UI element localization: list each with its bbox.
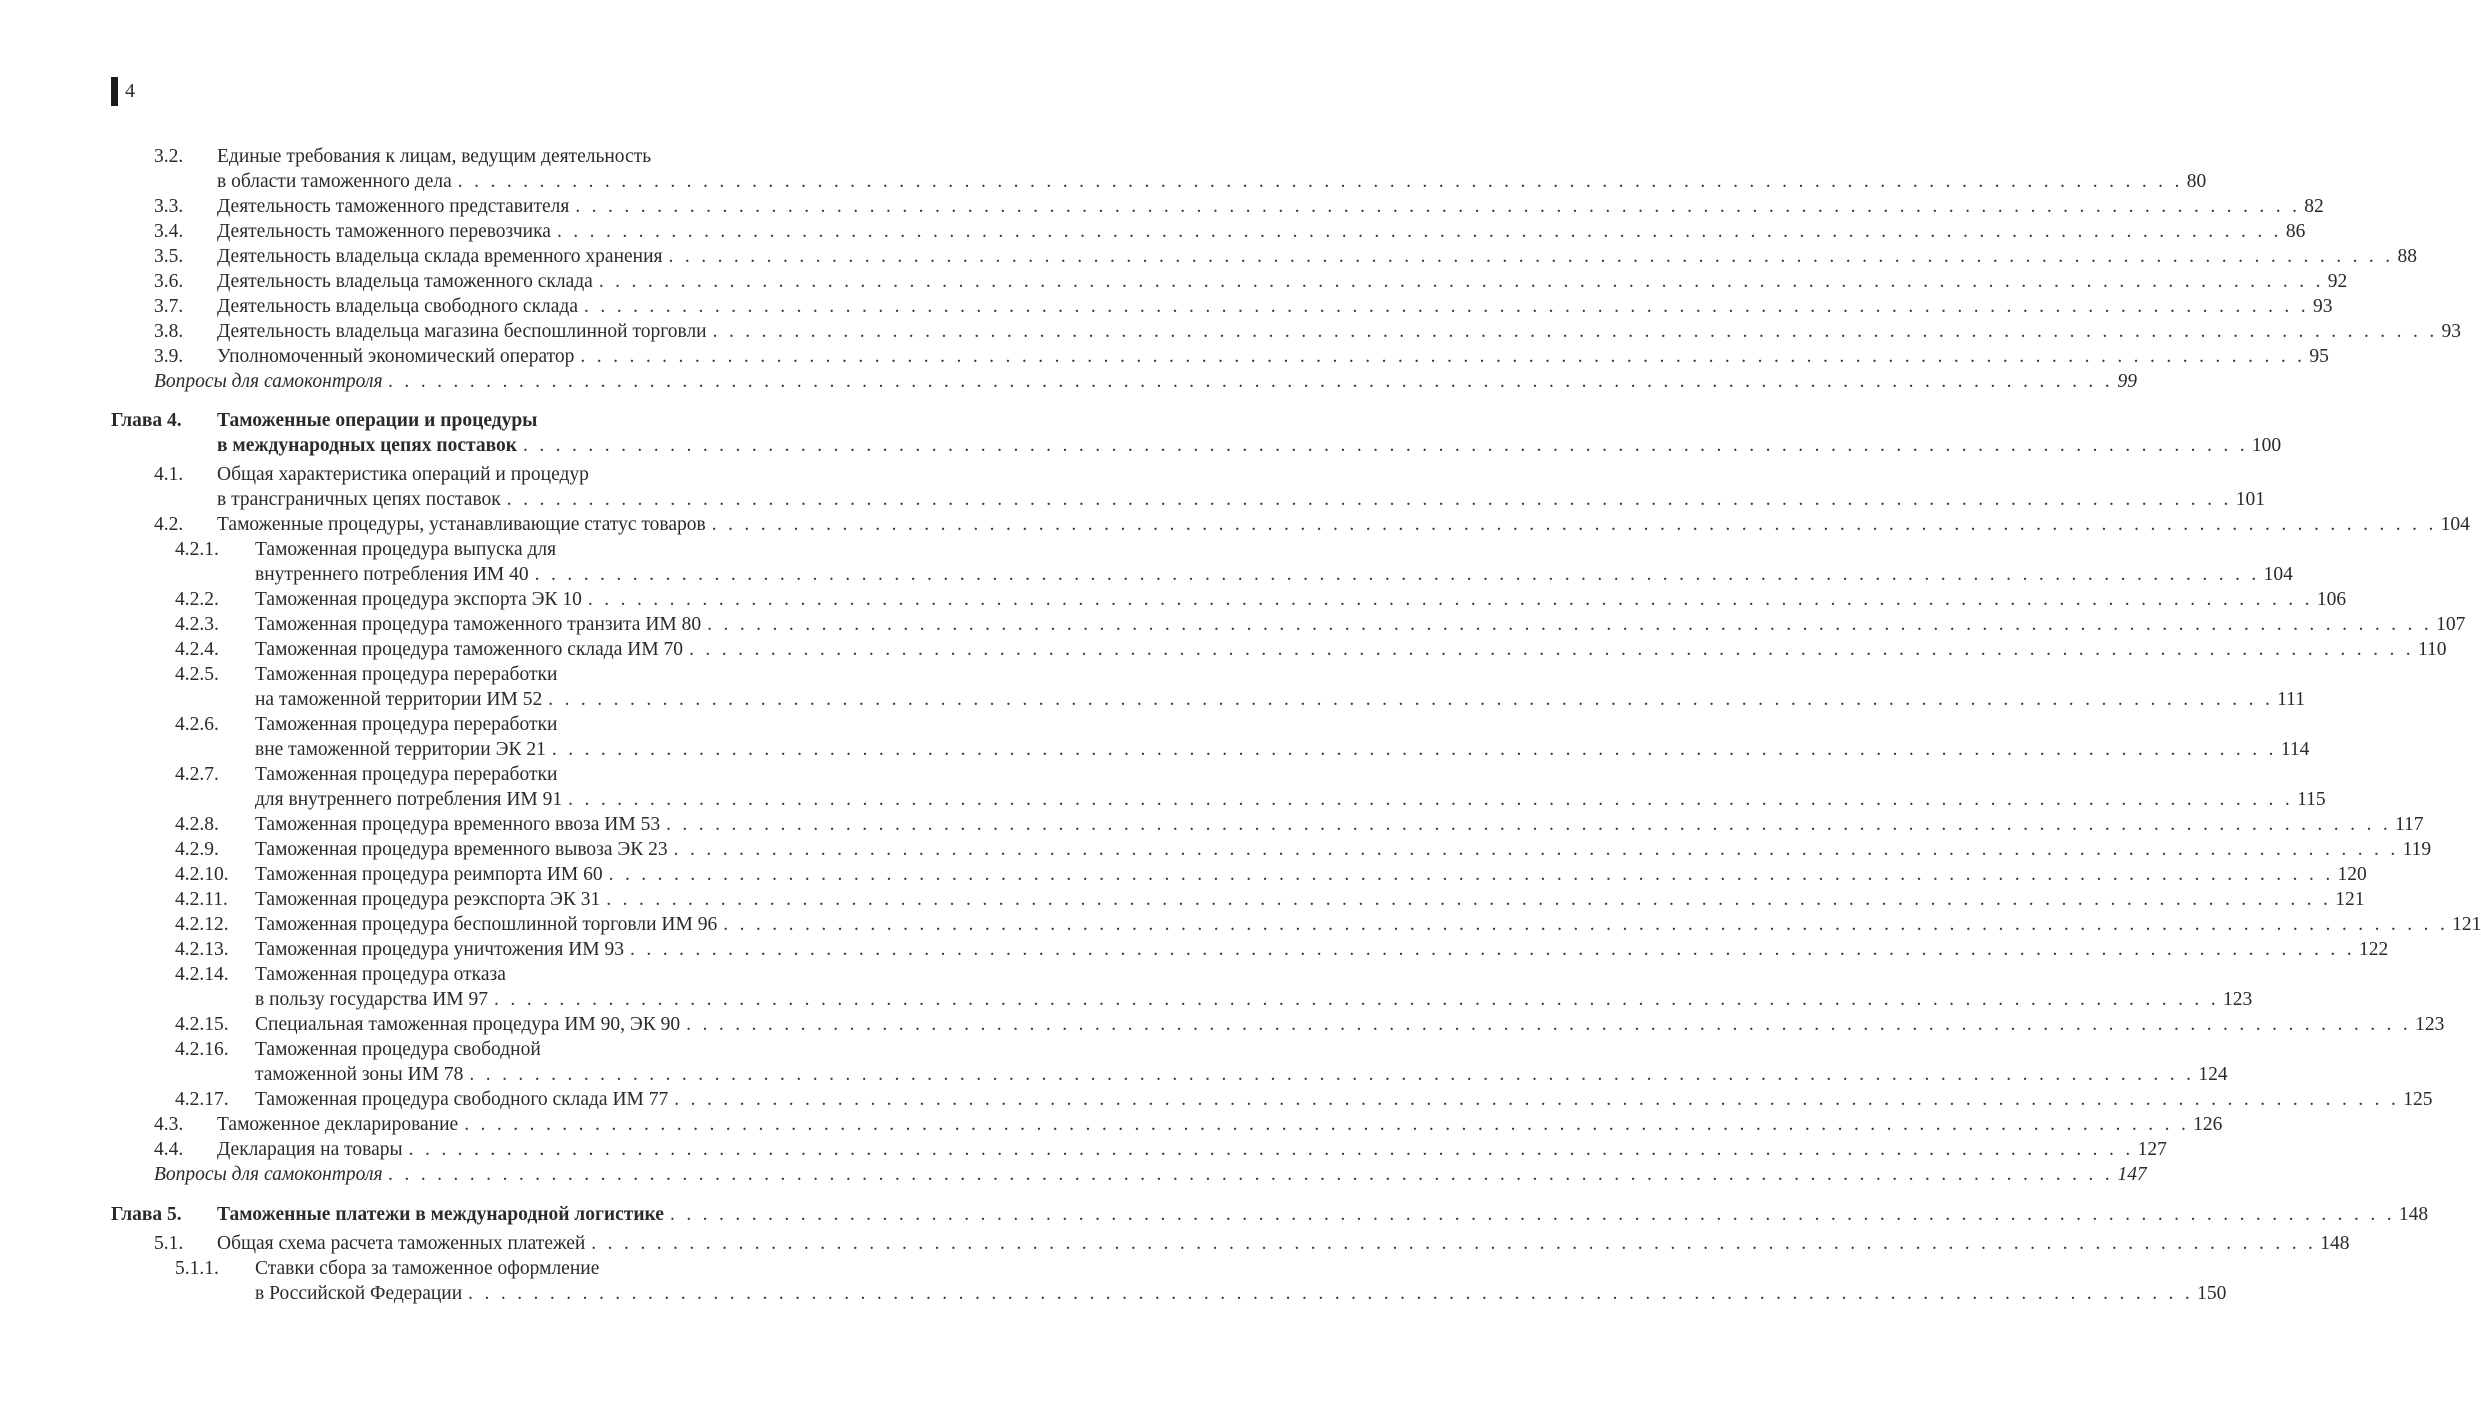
toc-title: Таможенная процедура таможенного транзита ИМ 80: [255, 614, 702, 635]
dot-leader: . . . . . . . . . . . . . . . . . . . . . . . . . . . . . . . . . . . . . . . . . . . . . . . . . . . . . . . . . . . . . . . . . . . . . . . . . . . . . . . . . . . . . . . . . . . . . . . . . . . . . . . . . .: [707, 614, 2433, 635]
dot-leader: . . . . . . . . . . . . . . . . . . . . . . . . . . . . . . . . . . . . . . . . . . . . . . . . . . . . . . . . . . . . . . . . . . . . . . . . . . . . . . . . . . . . . . . . . . . . . . . . . . . . . . . . . .: [711, 514, 2437, 535]
toc-title: Деятельность таможенного перевозчика: [217, 221, 551, 242]
toc-entry-chapter[interactable]: [217, 1202, 2429, 1227]
toc-title: в трансграничных цепях поставок: [217, 489, 501, 510]
toc-page-number: 93: [2312, 296, 2333, 317]
toc-title-line: Таможенная процедура переработки: [255, 764, 558, 785]
toc-page-number: 104: [2440, 514, 2470, 535]
dot-leader: . . . . . . . . . . . . . . . . . . . . . . . . . . . . . . . . . . . . . . . . . . . . . . . . . . . . . . . . . . . . . . . . . . . . . . . . . . . . . . . . . . . . . . . . . . . . . . . . . . . . . . . . . .: [723, 914, 2449, 935]
toc-entry[interactable]: [217, 512, 2470, 537]
toc-page-number: 93: [2441, 321, 2462, 342]
toc-page-number: 100: [2251, 435, 2282, 456]
toc-title: Таможенные процедуры, устанавливающие статус товаров: [217, 514, 706, 535]
toc-page-number: 117: [2395, 814, 2424, 835]
toc-entry[interactable]: [255, 687, 2305, 712]
toc-page-number: 126: [2193, 1114, 2223, 1135]
dot-leader: . . . . . . . . . . . . . . . . . . . . . . . . . . . . . . . . . . . . . . . . . . . . . . . . . . . . . . . . . . . . . . . . . . . . . . . . . . . . . . . . . . . . . . . . . . . . . . . . . . . . . . . . . .: [587, 589, 2313, 610]
toc-page-number: 124: [2198, 1064, 2228, 1085]
toc-number: 4.2.10.: [175, 864, 229, 885]
toc-entry[interactable]: [255, 937, 2389, 962]
toc-entry[interactable]: [255, 1062, 2228, 1087]
toc-entry[interactable]: [255, 612, 2466, 637]
toc-page-number: 104: [2263, 564, 2293, 585]
toc-page-number: 147: [2117, 1164, 2147, 1185]
toc-entry[interactable]: [217, 1231, 2350, 1256]
dot-leader: . . . . . . . . . . . . . . . . . . . . . . . . . . . . . . . . . . . . . . . . . . . . . . . . . . . . . . . . . . . . . . . . . . . . . . . . . . . . . . . . . . . . . . . . . . . . . . . . . . . . . . . . . .: [548, 689, 2274, 710]
toc-title: Таможенное декларирование: [217, 1114, 459, 1135]
toc-entry[interactable]: [217, 194, 2324, 219]
toc-title-line: Таможенная процедура выпуска для: [255, 539, 557, 560]
toc-title: Деятельность таможенного представителя: [217, 196, 570, 217]
dot-leader: . . . . . . . . . . . . . . . . . . . . . . . . . . . . . . . . . . . . . . . . . . . . . . . . . . . . . . . . . . . . . . . . . . . . . . . . . . . . . . . . . . . . . . . . . . . . . . . . . . . . . . . . . .: [494, 989, 2219, 1010]
toc-number: 3.6.: [154, 271, 184, 292]
toc-number: 4.2.9.: [175, 839, 219, 860]
toc-page-number: 123: [2222, 989, 2253, 1010]
toc-entry[interactable]: [255, 1012, 2445, 1037]
toc-page-number: 121: [2452, 914, 2481, 935]
toc-number: 4.2.12.: [175, 914, 229, 935]
dot-leader: . . . . . . . . . . . . . . . . . . . . . . . . . . . . . . . . . . . . . . . . . . . . . . . . . . . . . . . . . . . . . . . . . . . . . . . . . . . . . . . . . . . . . . . . . . . . . . . . . . . . . . . . . .: [534, 564, 2260, 585]
toc-page-number: 120: [2337, 864, 2367, 885]
toc-title-line: Ставки сбора за таможенное оформление: [255, 1258, 600, 1279]
chapter-number: Глава 4.: [111, 410, 182, 431]
toc-number: 4.2.6.: [175, 714, 219, 735]
toc-entry[interactable]: [217, 487, 2265, 512]
toc-title-line: Таможенная процедура свободной: [255, 1039, 541, 1060]
toc-page-number: 115: [2297, 789, 2326, 810]
toc-entry[interactable]: [255, 562, 2293, 587]
toc-page-number: 95: [2309, 346, 2329, 367]
toc-page-number: 119: [2402, 839, 2432, 860]
toc-number: 4.2.11.: [175, 889, 228, 910]
toc-page-number: 111: [2277, 689, 2305, 710]
toc-title: для внутреннего потребления ИМ 91: [255, 789, 563, 810]
toc-page-number: 114: [2280, 739, 2310, 760]
toc-page-number: 106: [2316, 589, 2347, 610]
toc-page-number: 110: [2418, 639, 2447, 660]
toc-entry[interactable]: [255, 912, 2481, 937]
toc-number: 4.1.: [154, 464, 184, 485]
toc-entry[interactable]: [217, 169, 2207, 194]
dot-leader: . . . . . . . . . . . . . . . . . . . . . . . . . . . . . . . . . . . . . . . . . . . . . . . . . . . . . . . . . . . . . . . . . . . . . . . . . . . . . . . . . . . . . . . . . . . . . . . . . . . . . . . . . .: [606, 889, 2332, 910]
toc-number: 4.2.3.: [175, 614, 219, 635]
dot-leader: . . . . . . . . . . . . . . . . . . . . . . . . . . . . . . . . . . . . . . . . . . . . . . . . . . . . . . . . . . . . . . . . . . . . . . . . . . . . . . . . . . . . . . . . . . . . . . . . . . . . . . . . . .: [551, 739, 2277, 760]
toc-page-number: 121: [2335, 889, 2365, 910]
toc-entry[interactable]: [255, 1087, 2433, 1112]
toc-number: 4.2.15.: [175, 1014, 229, 1035]
toc-page-number: 125: [2403, 1089, 2433, 1110]
dot-leader: . . . . . . . . . . . . . . . . . . . . . . . . . . . . . . . . . . . . . . . . . . . . . . . . . . . . . . . . . . . . . . . . . . . . . . . . . . . . . . . . . . . . . . . . . . . . . . . . . . . . . . . . . .: [608, 864, 2334, 885]
toc-number: 3.2.: [154, 146, 184, 167]
toc-title: таможенной зоны ИМ 78: [255, 1064, 464, 1085]
toc-title: Таможенная процедура реимпорта ИМ 60: [255, 864, 603, 885]
toc-number: 4.2.17.: [175, 1089, 229, 1110]
toc-title-line: Единые требования к лицам, ведущим деятельность: [217, 146, 652, 167]
toc-title: Таможенная процедура временного вывоза ЭК 23: [255, 839, 668, 860]
dot-leader: . . . . . . . . . . . . . . . . . . . . . . . . . . . . . . . . . . . . . . . . . . . . . . . . . . . . . . . . . . . . . . . . . . . . . . . . . . . . . . . . . . . . . . . . . . . . . . . . . . . . . . . . . .: [469, 1064, 2195, 1085]
toc-number: 4.2.4.: [175, 639, 219, 660]
toc-title: Таможенная процедура таможенного склада ИМ 70: [255, 639, 684, 660]
dot-leader: . . . . . . . . . . . . . . . . . . . . . . . . . . . . . . . . . . . . . . . . . . . . . . . . . . . . . . . . . . . . . . . . . . . . . . . . . . . . . . . . . . . . . . . . . . . . . . . . . . . . . . . . . .: [584, 296, 2309, 317]
toc-entry[interactable]: [217, 344, 2329, 369]
toc-entry[interactable]: [255, 1281, 2227, 1306]
toc-title: Уполномоченный экономический оператор: [217, 346, 575, 367]
toc-entry[interactable]: [255, 987, 2253, 1012]
toc-page-number: 99: [2117, 371, 2137, 392]
toc-title: в области таможенного дела: [217, 171, 452, 192]
toc-title-line: Таможенная процедура переработки: [255, 664, 558, 685]
toc-entry[interactable]: [217, 1137, 2167, 1162]
toc-number: 3.7.: [154, 296, 184, 317]
page-number: 4: [125, 80, 135, 102]
toc-number: 3.9.: [154, 346, 184, 367]
toc-page-number: 88: [2397, 246, 2417, 267]
toc-entry[interactable]: [255, 887, 2365, 912]
toc-number: 5.1.1.: [175, 1258, 219, 1279]
toc-page-number: 123: [2415, 1014, 2445, 1035]
toc-title: Таможенная процедура временного ввоза ИМ 53: [255, 814, 661, 835]
toc-title: Общая схема расчета таможенных платежей: [217, 1233, 586, 1254]
toc-number: 3.8.: [154, 321, 184, 342]
dot-leader: . . . . . . . . . . . . . . . . . . . . . . . . . . . . . . . . . . . . . . . . . . . . . . . . . . . . . . . . . . . . . . . . . . . . . . . . . . . . . . . . . . . . . . . . . . . . . . . . . . . . . . . . . .: [468, 1283, 2194, 1304]
toc-title: вне таможенной территории ЭК 21: [255, 739, 546, 760]
toc-title: Деятельность владельца магазина беспошлинной торговли: [217, 321, 707, 342]
toc-number: 4.2.13.: [175, 939, 229, 960]
toc-entry[interactable]: [255, 812, 2424, 837]
toc-number: 5.1.: [154, 1233, 184, 1254]
toc-number: 4.2.14.: [175, 964, 229, 985]
toc-entry[interactable]: [255, 587, 2347, 612]
toc-entry[interactable]: [255, 737, 2310, 762]
toc-title: Таможенная процедура уничтожения ИМ 93: [255, 939, 624, 960]
toc-page-number: 92: [2327, 271, 2348, 292]
chapter-title: Таможенные платежи в международной логистике: [217, 1204, 664, 1225]
toc-entry-review-questions[interactable]: [154, 369, 2137, 394]
toc-number: 3.4.: [154, 221, 184, 242]
toc-number: 4.2.1.: [175, 539, 219, 560]
toc-title: на таможенной территории ИМ 52: [255, 689, 543, 710]
dot-leader: . . . . . . . . . . . . . . . . . . . . . . . . . . . . . . . . . . . . . . . . . . . . . . . . . . . . . . . . . . . . . . . . . . . . . . . . . . . . . . . . . . . . . . . . . . . . . . . . . . . . . . . . . .: [388, 1164, 2114, 1185]
dot-leader: . . . . . . . . . . . . . . . . . . . . . . . . . . . . . . . . . . . . . . . . . . . . . . . . . . . . . . . . . . . . . . . . . . . . . . . . . . . . . . . . . . . . . . . . . . . . . . . . . . . . . . . . . .: [669, 1204, 2395, 1225]
toc-title: Деятельность владельца таможенного склада: [217, 271, 593, 292]
toc-page-number: 148: [2320, 1233, 2350, 1254]
dot-leader: . . . . . . . . . . . . . . . . . . . . . . . . . . . . . . . . . . . . . . . . . . . . . . . . . . . . . . . . . . . . . . . . . . . . . . . . . . . . . . . . . . . . . . . . . . . . . . . . . . . . . . . . . .: [556, 221, 2282, 242]
toc-entry[interactable]: [255, 862, 2367, 887]
toc-page-number: 122: [2358, 939, 2389, 960]
toc-entry[interactable]: [255, 787, 2326, 812]
dot-leader: . . . . . . . . . . . . . . . . . . . . . . . . . . . . . . . . . . . . . . . . . . . . . . . . . . . . . . . . . . . . . . . . . . . . . . . . . . . . . . . . . . . . . . . . . . . . . . . . . . . . . . . . . .: [673, 839, 2399, 860]
chapter-number: Глава 5.: [111, 1204, 182, 1225]
toc-title: Вопросы для самоконтроля: [154, 371, 383, 392]
toc-page-number: 82: [2304, 196, 2324, 217]
dot-leader: . . . . . . . . . . . . . . . . . . . . . . . . . . . . . . . . . . . . . . . . . . . . . . . . . . . . . . . . . . . . . . . . . . . . . . . . . . . . . . . . . . . . . . . . . . . . . . . . . . . . . . . . . .: [568, 789, 2294, 810]
toc-page-number: 148: [2398, 1204, 2429, 1225]
toc-number: 4.2.8.: [175, 814, 219, 835]
toc-entry[interactable]: [217, 244, 2417, 269]
toc-entry[interactable]: [217, 319, 2462, 344]
dot-leader: . . . . . . . . . . . . . . . . . . . . . . . . . . . . . . . . . . . . . . . . . . . . . . . . . . . . . . . . . . . . . . . . . . . . . . . . . . . . . . . . . . . . . . . . . . . . . . . . . . . . . . . . . .: [522, 435, 2248, 456]
chapter-title-line: Таможенные операции и процедуры: [217, 410, 538, 431]
toc-entry[interactable]: [255, 837, 2432, 862]
dot-leader: . . . . . . . . . . . . . . . . . . . . . . . . . . . . . . . . . . . . . . . . . . . . . . . . . . . . . . . . . . . . . . . . . . . . . . . . . . . . . . . . . . . . . . . . . . . . . . . . . . . . . . . . . .: [408, 1139, 2134, 1160]
toc-page-number: 107: [2436, 614, 2466, 635]
toc-title: Декларация на товары: [217, 1139, 403, 1160]
dot-leader: . . . . . . . . . . . . . . . . . . . . . . . . . . . . . . . . . . . . . . . . . . . . . . . . . . . . . . . . . . . . . . . . . . . . . . . . . . . . . . . . . . . . . . . . . . . . . . . . . . . . . . . . . .: [575, 196, 2301, 217]
dot-leader: . . . . . . . . . . . . . . . . . . . . . . . . . . . . . . . . . . . . . . . . . . . . . . . . . . . . . . . . . . . . . . . . . . . . . . . . . . . . . . . . . . . . . . . . . . . . . . . . . . . . . . . . . .: [457, 171, 2183, 192]
toc-number: 4.2.16.: [175, 1039, 229, 1060]
toc-page-number: 101: [2235, 489, 2265, 510]
toc-title: Вопросы для самоконтроля: [154, 1164, 383, 1185]
toc-number: 4.4.: [154, 1139, 184, 1160]
toc-title-line: Общая характеристика операций и процедур: [217, 464, 589, 485]
chapter-title: в международных цепях поставок: [217, 435, 517, 456]
toc-title: Деятельность владельца склада временного хранения: [217, 246, 663, 267]
toc-title-line: Таможенная процедура переработки: [255, 714, 558, 735]
toc-title: в Российской Федерации: [255, 1283, 463, 1304]
toc-title-line: Таможенная процедура отказа: [255, 964, 506, 985]
dot-leader: . . . . . . . . . . . . . . . . . . . . . . . . . . . . . . . . . . . . . . . . . . . . . . . . . . . . . . . . . . . . . . . . . . . . . . . . . . . . . . . . . . . . . . . . . . . . . . . . . . . . . . . . . .: [388, 371, 2114, 392]
toc-number: 4.2.5.: [175, 664, 219, 685]
toc-page-number: 127: [2137, 1139, 2167, 1160]
toc-number: 3.3.: [154, 196, 184, 217]
toc-number: 4.2.: [154, 514, 184, 535]
toc-page-number: 80: [2186, 171, 2207, 192]
toc-number: 4.2.7.: [175, 764, 219, 785]
dot-leader: . . . . . . . . . . . . . . . . . . . . . . . . . . . . . . . . . . . . . . . . . . . . . . . . . . . . . . . . . . . . . . . . . . . . . . . . . . . . . . . . . . . . . . . . . . . . . . . . . . . . . . . . . .: [580, 346, 2306, 367]
dot-leader: . . . . . . . . . . . . . . . . . . . . . . . . . . . . . . . . . . . . . . . . . . . . . . . . . . . . . . . . . . . . . . . . . . . . . . . . . . . . . . . . . . . . . . . . . . . . . . . . . . . . . . . . . .: [686, 1014, 2412, 1035]
toc-entry[interactable]: [255, 637, 2447, 662]
dot-leader: . . . . . . . . . . . . . . . . . . . . . . . . . . . . . . . . . . . . . . . . . . . . . . . . . . . . . . . . . . . . . . . . . . . . . . . . . . . . . . . . . . . . . . . . . . . . . . . . . . . . . . . . . .: [674, 1089, 2400, 1110]
toc-title: Специальная таможенная процедура ИМ 90, ЭК 90: [255, 1014, 681, 1035]
dot-leader: . . . . . . . . . . . . . . . . . . . . . . . . . . . . . . . . . . . . . . . . . . . . . . . . . . . . . . . . . . . . . . . . . . . . . . . . . . . . . . . . . . . . . . . . . . . . . . . . . . . . . . . . . .: [464, 1114, 2190, 1135]
dot-leader: . . . . . . . . . . . . . . . . . . . . . . . . . . . . . . . . . . . . . . . . . . . . . . . . . . . . . . . . . . . . . . . . . . . . . . . . . . . . . . . . . . . . . . . . . . . . . . . . . . . . . . . . . .: [591, 1233, 2317, 1254]
toc-entry-review-questions[interactable]: [154, 1162, 2147, 1187]
toc-entry-chapter[interactable]: [217, 433, 2282, 458]
toc-title: Таможенная процедура беспошлинной торговли ИМ 96: [255, 914, 718, 935]
toc-number: 3.5.: [154, 246, 184, 267]
dot-leader: . . . . . . . . . . . . . . . . . . . . . . . . . . . . . . . . . . . . . . . . . . . . . . . . . . . . . . . . . . . . . . . . . . . . . . . . . . . . . . . . . . . . . . . . . . . . . . . . . . . . . . . . . .: [668, 246, 2394, 267]
toc-number: 4.2.2.: [175, 589, 219, 610]
toc-number: 4.3.: [154, 1114, 184, 1135]
toc-page-number: 86: [2285, 221, 2306, 242]
toc-title: в пользу государства ИМ 97: [255, 989, 489, 1010]
toc-title: Таможенная процедура свободного склада ИМ 77: [255, 1089, 669, 1110]
toc-title: Деятельность владельца свободного склада: [217, 296, 579, 317]
dot-leader: . . . . . . . . . . . . . . . . . . . . . . . . . . . . . . . . . . . . . . . . . . . . . . . . . . . . . . . . . . . . . . . . . . . . . . . . . . . . . . . . . . . . . . . . . . . . . . . . . . . . . . . . . .: [506, 489, 2232, 510]
toc-title: Таможенная процедура экспорта ЭК 10: [255, 589, 582, 610]
dot-leader: . . . . . . . . . . . . . . . . . . . . . . . . . . . . . . . . . . . . . . . . . . . . . . . . . . . . . . . . . . . . . . . . . . . . . . . . . . . . . . . . . . . . . . . . . . . . . . . . . . . . . . . . . .: [630, 939, 2355, 960]
toc-title: Таможенная процедура реэкспорта ЭК 31: [255, 889, 601, 910]
toc-entry[interactable]: [217, 219, 2306, 244]
dot-leader: . . . . . . . . . . . . . . . . . . . . . . . . . . . . . . . . . . . . . . . . . . . . . . . . . . . . . . . . . . . . . . . . . . . . . . . . . . . . . . . . . . . . . . . . . . . . . . . . . . . . . . . . . .: [689, 639, 2414, 660]
toc-title: внутреннего потребления ИМ 40: [255, 564, 529, 585]
toc-page-number: 150: [2197, 1283, 2227, 1304]
toc-entry[interactable]: [217, 269, 2348, 294]
dot-leader: . . . . . . . . . . . . . . . . . . . . . . . . . . . . . . . . . . . . . . . . . . . . . . . . . . . . . . . . . . . . . . . . . . . . . . . . . . . . . . . . . . . . . . . . . . . . . . . . . . . . . . . . . .: [712, 321, 2438, 342]
dot-leader: . . . . . . . . . . . . . . . . . . . . . . . . . . . . . . . . . . . . . . . . . . . . . . . . . . . . . . . . . . . . . . . . . . . . . . . . . . . . . . . . . . . . . . . . . . . . . . . . . . . . . . . . . .: [666, 814, 2392, 835]
toc-entry[interactable]: [217, 1112, 2223, 1137]
dot-leader: . . . . . . . . . . . . . . . . . . . . . . . . . . . . . . . . . . . . . . . . . . . . . . . . . . . . . . . . . . . . . . . . . . . . . . . . . . . . . . . . . . . . . . . . . . . . . . . . . . . . . . . . . .: [598, 271, 2324, 292]
toc-entry[interactable]: [217, 294, 2333, 319]
